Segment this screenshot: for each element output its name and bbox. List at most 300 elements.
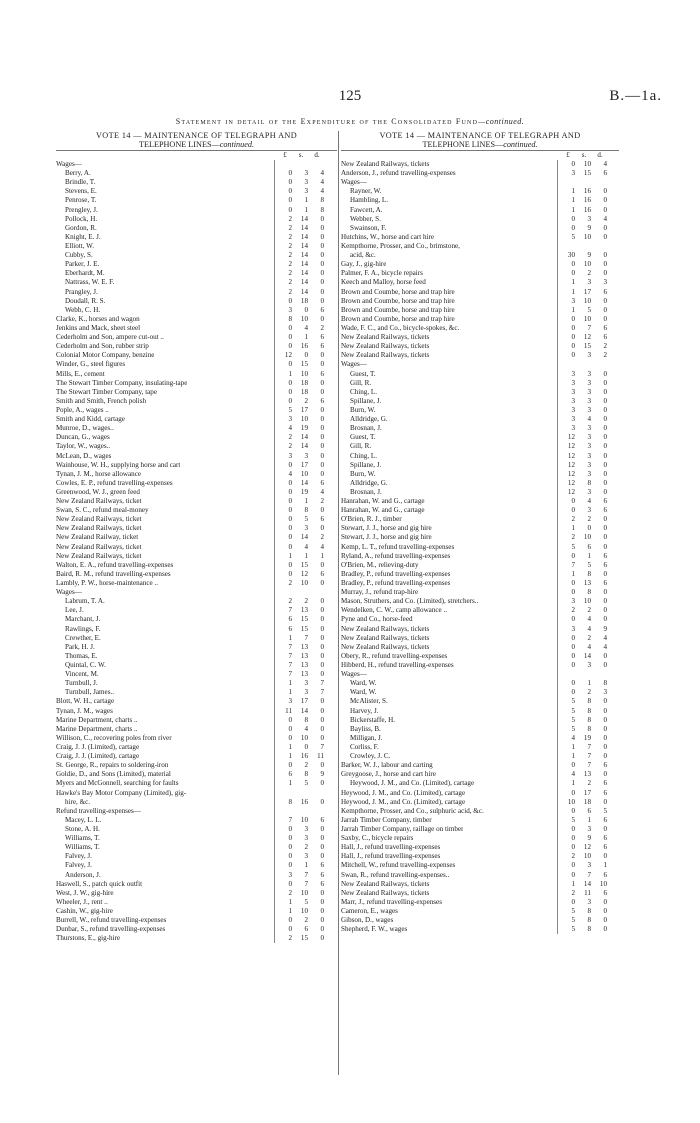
ledger-row bbox=[56, 160, 337, 169]
amount-shillings: 13 bbox=[300, 606, 308, 615]
amount-shillings: 4 bbox=[304, 724, 308, 733]
amount-pence: 0 bbox=[320, 351, 324, 360]
amount-rule bbox=[557, 561, 558, 570]
amount-pence: 0 bbox=[320, 579, 324, 588]
ledger-row bbox=[56, 834, 337, 843]
amount-rule bbox=[557, 497, 558, 506]
ledger-row bbox=[341, 925, 619, 934]
amount-pence: 0 bbox=[603, 460, 607, 469]
left-vote-continued: continued. bbox=[219, 140, 255, 149]
ledger-row bbox=[341, 597, 619, 606]
amount-rule bbox=[557, 552, 558, 561]
amount-pence: 3 bbox=[603, 278, 607, 287]
amount-shillings: 2 bbox=[587, 515, 591, 524]
amount-shillings: 10 bbox=[583, 260, 591, 269]
ledger-row bbox=[56, 406, 337, 415]
amount-pence: 0 bbox=[603, 661, 607, 670]
amount-pounds: 0 bbox=[571, 897, 575, 906]
amount-shillings: 3 bbox=[587, 387, 591, 396]
entry-label: Bradley, P., refund travelling-expenses bbox=[341, 579, 451, 588]
amount-pence: 0 bbox=[320, 251, 324, 260]
amount-rule bbox=[557, 597, 558, 606]
amount-rule bbox=[557, 907, 558, 916]
amount-shillings: 11 bbox=[584, 888, 591, 897]
amount-pounds: 2 bbox=[288, 269, 292, 278]
amount-shillings: 3 bbox=[304, 169, 308, 178]
amount-rule bbox=[274, 497, 275, 506]
amount-pence: 6 bbox=[320, 396, 324, 405]
ledger-row bbox=[56, 388, 337, 397]
amount-shillings: 10 bbox=[300, 733, 308, 742]
amount-rule bbox=[557, 360, 558, 369]
amount-pounds: 0 bbox=[571, 269, 575, 278]
amount-pounds: 0 bbox=[288, 925, 292, 934]
ledger-row bbox=[341, 306, 619, 315]
amount-shillings: 4 bbox=[304, 542, 308, 551]
amount-rule bbox=[274, 652, 275, 661]
amount-shillings: 8 bbox=[587, 724, 591, 733]
document-code: B.—1a. bbox=[609, 88, 662, 104]
amount-pence: 4 bbox=[603, 160, 607, 168]
entry-label: Brown and Coumbe, horse and trap hire bbox=[341, 287, 455, 296]
amount-rule bbox=[274, 880, 275, 889]
left-vote-title: VOTE 14 — MAINTENANCE OF TELEGRAPH AND bbox=[95, 131, 298, 140]
ledger-row bbox=[341, 506, 619, 515]
amount-shillings: 2 bbox=[304, 396, 308, 405]
amount-rule bbox=[274, 160, 275, 169]
amount-rule bbox=[274, 934, 275, 943]
amount-pounds bbox=[561, 360, 575, 369]
amount-pence: 0 bbox=[320, 761, 324, 770]
amount-shillings: 1 bbox=[304, 861, 308, 870]
amount-pence: 0 bbox=[320, 287, 324, 296]
amount-shillings: 14 bbox=[300, 232, 308, 241]
amount-pounds: 0 bbox=[571, 788, 575, 797]
amount-rule bbox=[557, 324, 558, 333]
amount-rule bbox=[557, 889, 558, 898]
amount-pounds: 0 bbox=[288, 861, 292, 870]
amount-rule bbox=[557, 224, 558, 233]
amount-shillings: 3 bbox=[587, 661, 591, 670]
amount-pounds: 0 bbox=[288, 715, 292, 724]
amount-pence: 0 bbox=[603, 515, 607, 524]
amount-rule bbox=[557, 770, 558, 779]
amount-rule bbox=[274, 370, 275, 379]
amount-pence: 0 bbox=[603, 396, 607, 405]
amount-rule bbox=[557, 834, 558, 843]
amount-pence: 0 bbox=[320, 606, 324, 615]
ledger-row bbox=[56, 707, 337, 716]
amount-pounds: 0 bbox=[288, 824, 292, 833]
ledger-row bbox=[56, 306, 337, 315]
amount-rule bbox=[557, 588, 558, 597]
amount-rule bbox=[274, 360, 275, 369]
amount-pence: 0 bbox=[320, 214, 324, 223]
ledger-row bbox=[341, 761, 619, 770]
amount-pounds: 2 bbox=[571, 515, 575, 524]
amount-pence: 0 bbox=[320, 888, 324, 897]
amount-shillings: 8 bbox=[587, 569, 591, 578]
amount-shillings: 14 bbox=[300, 223, 308, 232]
left-vote-subtitle bbox=[56, 140, 337, 149]
entry-label: Jarrah Timber Company, timber bbox=[341, 815, 432, 824]
ledger-row bbox=[56, 533, 337, 542]
amount-shillings: 19 bbox=[300, 424, 308, 433]
amount-pounds: 1 bbox=[288, 779, 292, 788]
entry-label: Vincent, M. bbox=[65, 670, 99, 679]
amount-shillings: 16 bbox=[300, 342, 308, 351]
entry-label: Crowley, J. C. bbox=[350, 752, 391, 761]
amount-pounds: 0 bbox=[288, 843, 292, 852]
amount-rule bbox=[274, 852, 275, 861]
amount-pence: 8 bbox=[320, 205, 324, 214]
amount-pence: 0 bbox=[320, 278, 324, 287]
amount-pence: 2 bbox=[603, 351, 607, 360]
amount-shillings: 1 bbox=[304, 205, 308, 214]
entry-label: Smith and Kidd, cartage bbox=[56, 415, 125, 424]
amount-rule bbox=[274, 306, 275, 315]
amount-pounds bbox=[278, 807, 292, 816]
amount-pounds: 6 bbox=[288, 615, 292, 624]
amount-shillings: 2 bbox=[587, 269, 591, 278]
amount-pounds bbox=[278, 588, 292, 597]
amount-shillings: 5 bbox=[587, 560, 591, 569]
ledger-row bbox=[56, 187, 337, 196]
amount-pence: 0 bbox=[320, 442, 324, 451]
entry-label: Doudall, R. S. bbox=[65, 296, 106, 305]
amount-pounds: 0 bbox=[288, 196, 292, 205]
amount-rule bbox=[274, 552, 275, 561]
ledger-row bbox=[341, 206, 619, 215]
ledger-row bbox=[56, 898, 337, 907]
amount-pence: 0 bbox=[320, 633, 324, 642]
amount-pounds: 0 bbox=[571, 642, 575, 651]
amount-shillings: 3 bbox=[304, 524, 308, 533]
amount-pounds: 4 bbox=[288, 424, 292, 433]
amount-rule bbox=[557, 388, 558, 397]
ledger-row bbox=[341, 606, 619, 615]
statement-title bbox=[0, 117, 700, 126]
entry-label: Prengley, J. bbox=[65, 205, 98, 214]
ledger-row bbox=[341, 752, 619, 761]
amount-pounds: 5 bbox=[571, 542, 575, 551]
amount-pence: 0 bbox=[603, 415, 607, 424]
amount-shillings: 17 bbox=[300, 405, 308, 414]
entry-label: Hutchins, W., horse and cart hire bbox=[341, 232, 434, 241]
amount-rule bbox=[274, 661, 275, 670]
amount-rule bbox=[274, 789, 275, 798]
amount-pounds: 1 bbox=[571, 569, 575, 578]
left-column bbox=[56, 131, 337, 943]
amount-pounds: 0 bbox=[288, 487, 292, 496]
amount-shillings: 8 bbox=[587, 925, 591, 934]
amount-rule bbox=[274, 187, 275, 196]
entry-label: Ward, W. bbox=[350, 679, 377, 688]
page-number: 125 bbox=[338, 88, 362, 104]
amount-pence: 0 bbox=[320, 615, 324, 624]
amount-rule bbox=[274, 679, 275, 688]
amount-pence: 0 bbox=[603, 232, 607, 241]
entry-label: Burn, W. bbox=[350, 405, 376, 414]
amount-rule bbox=[557, 461, 558, 470]
amount-rule bbox=[557, 187, 558, 196]
amount-pounds: 2 bbox=[288, 888, 292, 897]
amount-shillings: 8 bbox=[304, 715, 308, 724]
amount-rule bbox=[557, 506, 558, 515]
amount-pounds: 8 bbox=[288, 797, 292, 806]
entry-label: Cameron, E., wages bbox=[341, 906, 398, 915]
entry-label: Eberhardt, M. bbox=[65, 269, 105, 278]
entry-label: Webb, C. H. bbox=[65, 305, 101, 314]
ledger-row bbox=[341, 579, 619, 588]
amount-pounds: 1 bbox=[571, 779, 575, 788]
amount-shillings: 14 bbox=[300, 442, 308, 451]
amount-rule bbox=[274, 925, 275, 934]
ledger-row bbox=[341, 907, 619, 916]
amount-rule bbox=[557, 761, 558, 770]
amount-pounds: 3 bbox=[571, 387, 575, 396]
ledger-row bbox=[56, 379, 337, 388]
amount-shillings: 3 bbox=[587, 378, 591, 387]
amount-pounds: 3 bbox=[571, 597, 575, 606]
amount-pence: 0 bbox=[603, 597, 607, 606]
entry-label: Kempthorne, Prosser, and Co., sulphuric acid, &c. bbox=[341, 806, 484, 815]
amount-shillings: 3 bbox=[304, 178, 308, 187]
ledger-row bbox=[341, 479, 619, 488]
amount-pence: 0 bbox=[603, 478, 607, 487]
amount-rule bbox=[557, 278, 558, 287]
ledger-row bbox=[341, 160, 619, 169]
amount-pounds: 2 bbox=[288, 214, 292, 223]
amount-pounds: 7 bbox=[571, 560, 575, 569]
amount-pence: 0 bbox=[320, 269, 324, 278]
entry-label: Swan, S. C., refund meal-money bbox=[56, 506, 149, 515]
entry-label: Mason, Struthers, and Co. (Limited), stretchers.. bbox=[341, 597, 479, 606]
left-money-header bbox=[56, 151, 337, 160]
amount-pounds: 0 bbox=[571, 661, 575, 670]
amount-rule bbox=[274, 388, 275, 397]
amount-pence: 0 bbox=[603, 733, 607, 742]
amount-shillings: 10 bbox=[300, 579, 308, 588]
entry-label: Ryland, A., refund travelling-expenses bbox=[341, 551, 451, 560]
amount-rule bbox=[274, 215, 275, 224]
amount-shillings: 5 bbox=[304, 779, 308, 788]
amount-shillings: 2 bbox=[304, 843, 308, 852]
amount-shillings: 7 bbox=[587, 752, 591, 761]
amount-shillings: 3 bbox=[587, 861, 591, 870]
entry-label: Taylor, W., wages.. bbox=[56, 442, 111, 451]
entry-label: Kempthorne, Prosser, and Co., brimstone, bbox=[341, 241, 460, 250]
ledger-row bbox=[341, 379, 619, 388]
amount-rule bbox=[274, 816, 275, 825]
entry-label: Wendelken, C. W., camp allowance .. bbox=[341, 606, 447, 615]
amount-pence: 0 bbox=[603, 296, 607, 305]
amount-shillings: 1 bbox=[304, 497, 308, 506]
entry-label: St. George, R., repairs to soldering-iron bbox=[56, 761, 169, 770]
amount-shillings: 7 bbox=[304, 870, 308, 879]
amount-shillings: 9 bbox=[587, 251, 591, 260]
ledger-row bbox=[56, 570, 337, 579]
amount-rule bbox=[557, 898, 558, 907]
entry-label: Ward, W. bbox=[350, 688, 377, 697]
right-vote-subtitle-text: TELEPHONE LINES— bbox=[422, 140, 504, 149]
amount-rule bbox=[274, 670, 275, 679]
ledger-row bbox=[56, 288, 337, 297]
ledger-row bbox=[56, 625, 337, 634]
ledger-row bbox=[341, 169, 619, 178]
amount-rule bbox=[274, 825, 275, 834]
amount-shillings bbox=[577, 178, 591, 187]
ledger-row bbox=[56, 196, 337, 205]
amount-rule bbox=[274, 461, 275, 470]
amount-rule bbox=[557, 807, 558, 816]
amount-shillings bbox=[577, 360, 591, 369]
amount-rule bbox=[557, 242, 558, 251]
ledger-row bbox=[341, 278, 619, 287]
amount-shillings: 17 bbox=[300, 460, 308, 469]
entry-label: Willison, C., recovering poles from river bbox=[56, 733, 172, 742]
amount-rule bbox=[557, 260, 558, 269]
amount-shillings: 14 bbox=[300, 260, 308, 269]
amount-pounds: 30 bbox=[567, 251, 575, 260]
amount-shillings: 7 bbox=[304, 879, 308, 888]
amount-pounds: 0 bbox=[288, 497, 292, 506]
amount-pounds: 1 bbox=[571, 879, 575, 888]
amount-pounds: 2 bbox=[288, 260, 292, 269]
amount-pence: 0 bbox=[603, 906, 607, 915]
amount-pence bbox=[593, 670, 607, 679]
amount-rule bbox=[274, 315, 275, 324]
amount-rule bbox=[274, 324, 275, 333]
amount-pence: 11 bbox=[317, 752, 324, 761]
amount-pounds: 3 bbox=[571, 624, 575, 633]
amount-pounds: 0 bbox=[571, 843, 575, 852]
right-shillings-header: s. bbox=[581, 151, 587, 159]
amount-shillings: 3 bbox=[587, 451, 591, 460]
ledger-row bbox=[56, 424, 337, 433]
amount-rule bbox=[557, 688, 558, 697]
entry-label: Refund travelling-expenses— bbox=[56, 806, 141, 815]
entry-label: New Zealand Railways, tickets bbox=[341, 624, 430, 633]
ledger-row bbox=[56, 770, 337, 779]
entry-label: Spillane, J. bbox=[350, 460, 382, 469]
amount-pounds: 12 bbox=[567, 469, 575, 478]
amount-shillings: 10 bbox=[583, 852, 591, 861]
entry-label: Cowles, E. P., refund travelling-expenses bbox=[56, 478, 173, 487]
amount-pounds: 5 bbox=[571, 715, 575, 724]
ledger-row bbox=[56, 360, 337, 369]
amount-rule bbox=[274, 615, 275, 624]
amount-shillings: 4 bbox=[587, 615, 591, 624]
amount-pence: 4 bbox=[320, 487, 324, 496]
amount-shillings: 15 bbox=[300, 934, 308, 943]
entry-label: Stevens, E. bbox=[65, 187, 97, 196]
amount-shillings: 12 bbox=[583, 333, 591, 342]
amount-pounds bbox=[561, 670, 575, 679]
amount-pounds: 0 bbox=[288, 761, 292, 770]
amount-pence: 0 bbox=[603, 569, 607, 578]
amount-shillings: 3 bbox=[587, 396, 591, 405]
amount-pounds: 10 bbox=[567, 797, 575, 806]
entry-label: hire, &c. bbox=[65, 797, 91, 806]
entry-label: Barker, W. J., labour and carting bbox=[341, 761, 433, 770]
amount-rule bbox=[557, 533, 558, 542]
amount-rule bbox=[557, 333, 558, 342]
amount-pounds: 5 bbox=[571, 706, 575, 715]
amount-pounds: 7 bbox=[288, 651, 292, 660]
ledger-row bbox=[56, 479, 337, 488]
amount-rule bbox=[274, 379, 275, 388]
amount-pence: 3 bbox=[603, 688, 607, 697]
ledger-row bbox=[56, 925, 337, 934]
entry-label: O'Brien, M., relieving-duty bbox=[341, 560, 419, 569]
entry-label: Corliss, F. bbox=[350, 743, 379, 751]
amount-pounds: 4 bbox=[571, 770, 575, 779]
amount-pence: 0 bbox=[603, 651, 607, 660]
amount-pence: 6 bbox=[603, 815, 607, 824]
amount-rule bbox=[557, 606, 558, 615]
amount-pounds: 0 bbox=[288, 478, 292, 487]
amount-shillings: 10 bbox=[300, 314, 308, 323]
ledger-row bbox=[341, 515, 619, 524]
ledger-row bbox=[56, 761, 337, 770]
amount-shillings: 14 bbox=[300, 433, 308, 442]
amount-shillings: 3 bbox=[587, 824, 591, 833]
entry-label: acid, &c. bbox=[350, 251, 376, 260]
amount-pounds: 2 bbox=[288, 597, 292, 606]
amount-pence: 0 bbox=[603, 405, 607, 414]
amount-shillings: 8 bbox=[587, 706, 591, 715]
ledger-row bbox=[56, 169, 337, 178]
entry-label: Brosnan, J. bbox=[350, 424, 382, 433]
amount-pounds: 0 bbox=[571, 806, 575, 815]
amount-pence: 6 bbox=[603, 843, 607, 852]
amount-pence: 0 bbox=[320, 378, 324, 387]
ledger-row bbox=[341, 251, 619, 260]
amount-shillings: 8 bbox=[587, 906, 591, 915]
amount-rule bbox=[557, 351, 558, 360]
ledger-row bbox=[56, 224, 337, 233]
amount-shillings: 10 bbox=[583, 296, 591, 305]
amount-pence: 1 bbox=[603, 861, 607, 870]
entry-label: Gibson, D., wages bbox=[341, 916, 394, 925]
amount-rule bbox=[557, 288, 558, 297]
amount-pounds: 12 bbox=[567, 487, 575, 496]
amount-shillings: 14 bbox=[300, 214, 308, 223]
ledger-row bbox=[56, 251, 337, 260]
amount-pounds bbox=[278, 789, 292, 798]
ledger-row bbox=[56, 178, 337, 187]
amount-rule bbox=[557, 697, 558, 706]
ledger-row bbox=[56, 779, 337, 788]
amount-pence: 0 bbox=[320, 260, 324, 269]
amount-pence: 0 bbox=[603, 542, 607, 551]
amount-pounds: 0 bbox=[571, 588, 575, 597]
amount-pence: 0 bbox=[603, 305, 607, 314]
ledger-row bbox=[56, 679, 337, 688]
amount-rule bbox=[557, 342, 558, 351]
ledger-row bbox=[56, 880, 337, 889]
entry-label: Ching, L. bbox=[350, 387, 377, 396]
amount-pence: 6 bbox=[603, 551, 607, 560]
amount-shillings: 17 bbox=[583, 788, 591, 797]
entry-label: Heywood, J. M., and Co. (Limited), cartage bbox=[350, 779, 475, 788]
amount-pounds: 1 bbox=[288, 633, 292, 642]
amount-pounds: 5 bbox=[571, 906, 575, 915]
ledger-row bbox=[56, 452, 337, 461]
amount-shillings: 2 bbox=[304, 761, 308, 770]
ledger-row bbox=[341, 652, 619, 661]
